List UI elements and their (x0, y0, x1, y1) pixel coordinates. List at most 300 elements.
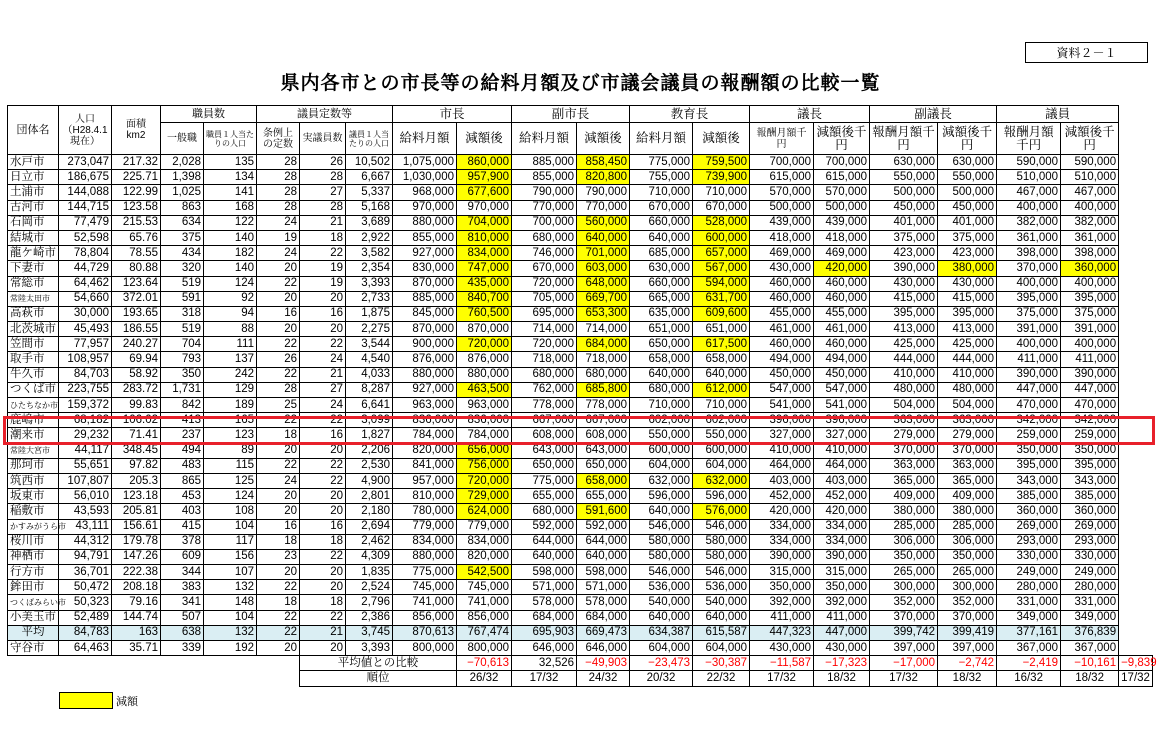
cell-ds: 630,000 (870, 155, 938, 170)
cell-area: 179.78 (112, 534, 161, 549)
cell-vs: 720,000 (512, 337, 577, 352)
cell-vr: 608,000 (577, 428, 630, 443)
cell-vs: 670,000 (512, 261, 577, 276)
cell-sper: 242 (204, 367, 257, 382)
comparison-table (7, 105, 1157, 687)
cell-sper: 129 (204, 382, 257, 397)
cell-ca: 18 (300, 534, 346, 549)
cell-es: 632,000 (630, 473, 693, 488)
group-vice-chair-header: 副議長 (870, 106, 997, 123)
cell-mr: 435,000 (457, 276, 512, 291)
cell-ds: 425,000 (870, 337, 938, 352)
cell-cs: 334,000 (750, 519, 814, 534)
cell-gs: 390,000 (997, 367, 1061, 382)
cell-es: 651,000 (630, 322, 693, 337)
cell-vr: 653,300 (577, 306, 630, 321)
cell-gr: 470,000 (1061, 398, 1119, 413)
cell-cr: 469,000 (814, 246, 870, 261)
cell-cs: 420,000 (750, 504, 814, 519)
cell-area: 97.82 (112, 458, 161, 473)
table-row (8, 200, 1153, 215)
cell-gs: 385,000 (997, 489, 1061, 504)
cell-sper: 94 (204, 306, 257, 321)
cell-ms: 810,000 (393, 489, 457, 504)
table-row (8, 155, 1153, 170)
cell-staff: 434 (161, 246, 204, 261)
cell-es: 604,000 (630, 458, 693, 473)
cell-dr: 415,000 (938, 291, 997, 306)
cell-ms: 880,000 (393, 549, 457, 564)
cell-er: 739,900 (693, 170, 750, 185)
cell-area: 71.41 (112, 428, 161, 443)
cell-area: 208.18 (112, 580, 161, 595)
cell-area: 222.38 (112, 565, 161, 580)
cell-es: 546,000 (630, 565, 693, 580)
cell-vs: 778,000 (512, 398, 577, 413)
cell-gs: 259,000 (997, 428, 1061, 443)
cell-gr: 375,000 (1061, 306, 1119, 321)
cell-gr: 390,000 (1061, 367, 1119, 382)
city-name: 石岡市 (8, 215, 59, 230)
cell-ca: 20 (300, 641, 346, 656)
city-name: 神栖市 (8, 549, 59, 564)
cell-mr: 779,000 (457, 519, 512, 534)
cell-gs: 400,000 (997, 337, 1061, 352)
cell-pop: 55,651 (59, 458, 112, 473)
cell-staff: 591 (161, 291, 204, 306)
cell-sper: 192 (204, 641, 257, 656)
cell-gs: 330,000 (997, 549, 1061, 564)
cell-ca: 16 (300, 306, 346, 321)
cell-pop: 223,755 (59, 382, 112, 397)
cell-ms: 800,000 (393, 641, 457, 656)
group-education-header: 教育長 (630, 106, 750, 123)
cell-cs: 500,000 (750, 200, 814, 215)
cell-ms: 876,000 (393, 352, 457, 367)
cell-cper: 5,337 (346, 185, 393, 200)
legend-swatch (59, 692, 113, 709)
rank-row-cell: 17/32 (1119, 671, 1153, 686)
table-row (8, 489, 1153, 504)
cell-cr: 460,000 (814, 337, 870, 352)
cell-cr: 541,000 (814, 398, 870, 413)
cell-sper: 132 (204, 625, 257, 640)
cell-pop: 159,372 (59, 398, 112, 413)
cell-cs: 460,000 (750, 337, 814, 352)
cell-gr: 385,000 (1061, 489, 1119, 504)
cell-dr: 395,000 (938, 306, 997, 321)
cell-vr: 644,000 (577, 534, 630, 549)
city-name: 常総市 (8, 276, 59, 291)
cell-es: 670,000 (630, 200, 693, 215)
cell-cper: 2,922 (346, 230, 393, 245)
cell-gs: 382,000 (997, 215, 1061, 230)
cell-cs: 430,000 (750, 641, 814, 656)
cell-vr: 669,473 (577, 625, 630, 640)
cell-cs: 460,000 (750, 291, 814, 306)
city-name: ひたちなか市 (8, 398, 59, 413)
cell-cs: 439,000 (750, 215, 814, 230)
cell-gr: 447,000 (1061, 382, 1119, 397)
cell-cs: 455,000 (750, 306, 814, 321)
cell-es: 640,000 (630, 504, 693, 519)
cell-gs: 398,000 (997, 246, 1061, 261)
cell-staff: 638 (161, 625, 204, 640)
cell-vs: 700,000 (512, 215, 577, 230)
cell-ca: 24 (300, 398, 346, 413)
cell-cf: 28 (257, 200, 300, 215)
cell-staff: 2,028 (161, 155, 204, 170)
cell-gs: 391,000 (997, 322, 1061, 337)
cell-staff: 341 (161, 595, 204, 610)
city-name: 鉾田市 (8, 580, 59, 595)
cell-es: 640,000 (630, 367, 693, 382)
cell-vs: 714,000 (512, 322, 577, 337)
cell-er: 604,000 (693, 458, 750, 473)
cell-ds: 380,000 (870, 504, 938, 519)
city-name: 守谷市 (8, 641, 59, 656)
cell-ca: 20 (300, 565, 346, 580)
cell-es: 602,000 (630, 413, 693, 428)
cell-area: 163 (112, 625, 161, 640)
cell-cper: 4,540 (346, 352, 393, 367)
cell-pop: 77,957 (59, 337, 112, 352)
cell-cf: 25 (257, 398, 300, 413)
cell-dr: 375,000 (938, 230, 997, 245)
cell-dr: 300,000 (938, 580, 997, 595)
cell-cr: 461,000 (814, 322, 870, 337)
rank-row-cell: 24/32 (577, 671, 630, 686)
cell-area: 123.18 (112, 489, 161, 504)
rank-row (8, 671, 1153, 686)
cell-es: 650,000 (630, 337, 693, 352)
cell-staff: 415 (161, 519, 204, 534)
cell-dr: 265,000 (938, 565, 997, 580)
cell-ms: 963,000 (393, 398, 457, 413)
cell-ds: 504,000 (870, 398, 938, 413)
cell-cf: 22 (257, 610, 300, 625)
cell-er: 580,000 (693, 534, 750, 549)
cell-staff: 403 (161, 504, 204, 519)
cell-ca: 22 (300, 413, 346, 428)
cell-gr: 411,000 (1061, 352, 1119, 367)
cell-ca: 18 (300, 230, 346, 245)
cell-gs: 249,000 (997, 565, 1061, 580)
cell-cf: 19 (257, 230, 300, 245)
cell-ms: 885,000 (393, 291, 457, 306)
cell-mr: 760,500 (457, 306, 512, 321)
cell-gr: 360,000 (1061, 504, 1119, 519)
cell-gr: 350,000 (1061, 443, 1119, 458)
council-per-header: 議員１人当たりの人口 (346, 123, 393, 155)
cell-mr: 963,000 (457, 398, 512, 413)
cell-er: 528,000 (693, 215, 750, 230)
cell-dr: 410,000 (938, 367, 997, 382)
cell-gs: 395,000 (997, 458, 1061, 473)
cell-gr: 259,000 (1061, 428, 1119, 443)
cell-ds: 399,742 (870, 625, 938, 640)
cell-mr: 704,000 (457, 215, 512, 230)
cell-cf: 28 (257, 170, 300, 185)
cell-vr: 571,000 (577, 580, 630, 595)
cell-es: 596,000 (630, 489, 693, 504)
cell-gr: 249,000 (1061, 565, 1119, 580)
cell-vr: 778,000 (577, 398, 630, 413)
cell-cper: 6,667 (346, 170, 393, 185)
cell-pop: 50,323 (59, 595, 112, 610)
cell-cper: 2,462 (346, 534, 393, 549)
cell-area: 78.55 (112, 246, 161, 261)
cell-gs: 400,000 (997, 276, 1061, 291)
cell-vr: 790,000 (577, 185, 630, 200)
cell-ms: 745,000 (393, 580, 457, 595)
cell-er: 710,000 (693, 185, 750, 200)
cell-gs: 269,000 (997, 519, 1061, 534)
cell-cf: 28 (257, 185, 300, 200)
city-name: 水戸市 (8, 155, 59, 170)
cell-vr: 650,000 (577, 458, 630, 473)
cell-cf: 28 (257, 155, 300, 170)
city-name: 鹿嶋市 (8, 413, 59, 428)
city-name: 北茨城市 (8, 322, 59, 337)
cell-sper: 165 (204, 413, 257, 428)
cell-es: 680,000 (630, 382, 693, 397)
cell-ms: 927,000 (393, 246, 457, 261)
cell-ca: 22 (300, 458, 346, 473)
cell-cper: 3,393 (346, 276, 393, 291)
cell-dr: 370,000 (938, 610, 997, 625)
cell-cr: 420,000 (814, 261, 870, 276)
col-name-header: 団体名 (8, 106, 59, 155)
cell-cf: 20 (257, 565, 300, 580)
cell-cs: 452,000 (750, 489, 814, 504)
cell-cf: 16 (257, 306, 300, 321)
cell-mr: 747,000 (457, 261, 512, 276)
cell-staff: 453 (161, 489, 204, 504)
cell-er: 640,000 (693, 610, 750, 625)
cell-dr: 425,000 (938, 337, 997, 352)
table-row (8, 473, 1153, 488)
cell-vr: 714,000 (577, 322, 630, 337)
cell-er: 612,000 (693, 382, 750, 397)
cell-vs: 640,000 (512, 549, 577, 564)
cell-cs: 469,000 (750, 246, 814, 261)
cell-staff: 842 (161, 398, 204, 413)
cell-vr: 770,000 (577, 200, 630, 215)
cell-gs: 470,000 (997, 398, 1061, 413)
cell-cper: 4,900 (346, 473, 393, 488)
cell-area: 35.71 (112, 641, 161, 656)
cell-staff: 350 (161, 367, 204, 382)
cell-cs: 327,000 (750, 428, 814, 443)
cell-er: 576,000 (693, 504, 750, 519)
cell-pop: 36,701 (59, 565, 112, 580)
cell-area: 144.74 (112, 610, 161, 625)
cell-cf: 24 (257, 215, 300, 230)
cell-ds: 430,000 (870, 276, 938, 291)
cell-vr: 603,000 (577, 261, 630, 276)
cell-vr: 655,000 (577, 489, 630, 504)
cell-vs: 644,000 (512, 534, 577, 549)
vice-chair-reduced-header: 減額後千円 (938, 123, 997, 155)
cell-sper: 140 (204, 230, 257, 245)
cell-pop: 54,660 (59, 291, 112, 306)
cell-vs: 667,000 (512, 413, 577, 428)
cell-er: 604,000 (693, 641, 750, 656)
rank-row-cell: 26/32 (457, 671, 512, 686)
cell-cs: 350,000 (750, 580, 814, 595)
table-row (8, 534, 1153, 549)
cell-vs: 598,000 (512, 565, 577, 580)
cell-dr: 550,000 (938, 170, 997, 185)
cell-gs: 411,000 (997, 352, 1061, 367)
cell-gs: 350,000 (997, 443, 1061, 458)
cell-cf: 20 (257, 261, 300, 276)
cell-er: 596,000 (693, 489, 750, 504)
cell-es: 550,000 (630, 428, 693, 443)
cell-sper: 122 (204, 215, 257, 230)
cell-er: 600,000 (693, 443, 750, 458)
cell-area: 205.81 (112, 504, 161, 519)
cell-pop: 64,462 (59, 276, 112, 291)
cell-cper: 2,733 (346, 291, 393, 306)
cell-cs: 396,000 (750, 413, 814, 428)
cell-dr: 630,000 (938, 155, 997, 170)
table-row (8, 428, 1153, 443)
cell-es: 660,000 (630, 276, 693, 291)
cell-cper: 2,801 (346, 489, 393, 504)
cell-cs: 334,000 (750, 534, 814, 549)
cell-ms: 855,000 (393, 230, 457, 245)
city-name: 高萩市 (8, 306, 59, 321)
cell-gr: 269,000 (1061, 519, 1119, 534)
cell-staff: 318 (161, 306, 204, 321)
table-row (8, 185, 1153, 200)
cell-staff: 634 (161, 215, 204, 230)
cell-pop: 186,675 (59, 170, 112, 185)
cell-ca: 20 (300, 489, 346, 504)
cell-cr: 315,000 (814, 565, 870, 580)
cell-area: 156.61 (112, 519, 161, 534)
cell-dr: 504,000 (938, 398, 997, 413)
cell-ca: 20 (300, 322, 346, 337)
cell-gs: 510,000 (997, 170, 1061, 185)
table-row (8, 549, 1153, 564)
cell-cs: 418,000 (750, 230, 814, 245)
group-council-header: 議員定数等 (257, 106, 393, 123)
cell-staff: 1,398 (161, 170, 204, 185)
vice-salary-header: 給料月額 (512, 123, 577, 155)
cell-staff: 339 (161, 641, 204, 656)
cell-ds: 306,000 (870, 534, 938, 549)
cell-gr: 280,000 (1061, 580, 1119, 595)
cell-gs: 349,000 (997, 610, 1061, 625)
cell-cr: 700,000 (814, 155, 870, 170)
cell-es: 630,000 (630, 261, 693, 276)
cell-es: 658,000 (630, 352, 693, 367)
cell-mr: 836,000 (457, 413, 512, 428)
cell-vs: 684,000 (512, 610, 577, 625)
city-name: かすみがうら市 (8, 519, 59, 534)
cell-sper: 117 (204, 534, 257, 549)
cell-cr: 439,000 (814, 215, 870, 230)
group-member-header: 議員 (997, 106, 1119, 123)
cell-area: 58.92 (112, 367, 161, 382)
cell-cs: 464,000 (750, 458, 814, 473)
cell-vr: 858,450 (577, 155, 630, 170)
cell-er: 550,000 (693, 428, 750, 443)
cell-staff: 383 (161, 580, 204, 595)
diff-row-cell: −49,903 (577, 656, 630, 671)
cell-area: 99.83 (112, 398, 161, 413)
table-row (8, 230, 1153, 245)
cell-cr: 500,000 (814, 200, 870, 215)
cell-dr: 480,000 (938, 382, 997, 397)
cell-vr: 598,000 (577, 565, 630, 580)
cell-gr: 510,000 (1061, 170, 1119, 185)
cell-ds: 375,000 (870, 230, 938, 245)
cell-mr: 729,000 (457, 489, 512, 504)
table-row (8, 261, 1153, 276)
cell-vr: 669,700 (577, 291, 630, 306)
cell-cs: 430,000 (750, 261, 814, 276)
cell-area: 215.53 (112, 215, 161, 230)
cell-gs: 377,161 (997, 625, 1061, 640)
cell-cr: 403,000 (814, 473, 870, 488)
cell-ds: 450,000 (870, 200, 938, 215)
cell-ca: 22 (300, 610, 346, 625)
cell-gr: 367,000 (1061, 641, 1119, 656)
diff-row-cell: −30,387 (693, 656, 750, 671)
cell-pop: 107,807 (59, 473, 112, 488)
cell-er: 546,000 (693, 565, 750, 580)
cell-cf: 22 (257, 276, 300, 291)
cell-mr: 720,000 (457, 473, 512, 488)
document-label: 資料２－１ (1025, 42, 1148, 63)
cell-pop: 77,479 (59, 215, 112, 230)
cell-vs: 720,000 (512, 276, 577, 291)
cell-mr: 741,000 (457, 595, 512, 610)
cell-sper: 108 (204, 504, 257, 519)
cell-ds: 480,000 (870, 382, 938, 397)
table-row (8, 322, 1153, 337)
cell-cf: 22 (257, 337, 300, 352)
cell-gr: 467,000 (1061, 185, 1119, 200)
cell-es: 546,000 (630, 519, 693, 534)
rank-row-cell: 18/32 (938, 671, 997, 686)
cell-staff: 704 (161, 337, 204, 352)
cell-gs: 400,000 (997, 200, 1061, 215)
cell-ds: 401,000 (870, 215, 938, 230)
cell-es: 755,000 (630, 170, 693, 185)
cell-cper: 6,641 (346, 398, 393, 413)
cell-staff: 1,731 (161, 382, 204, 397)
cell-dr: 380,000 (938, 261, 997, 276)
cell-dr: 450,000 (938, 200, 997, 215)
cell-cf: 22 (257, 580, 300, 595)
mayor-salary-header: 給料月額 (393, 123, 457, 155)
cell-es: 600,000 (630, 443, 693, 458)
diff-row-cell: −10,161 (1061, 656, 1119, 671)
cell-sper: 104 (204, 519, 257, 534)
cell-er: 602,000 (693, 413, 750, 428)
city-name: 坂東市 (8, 489, 59, 504)
cell-cs: 570,000 (750, 185, 814, 200)
cell-ca: 19 (300, 261, 346, 276)
table-row (8, 610, 1153, 625)
staff-per-header: 職員１人当たりの人口 (204, 123, 257, 155)
cell-vs: 775,000 (512, 473, 577, 488)
